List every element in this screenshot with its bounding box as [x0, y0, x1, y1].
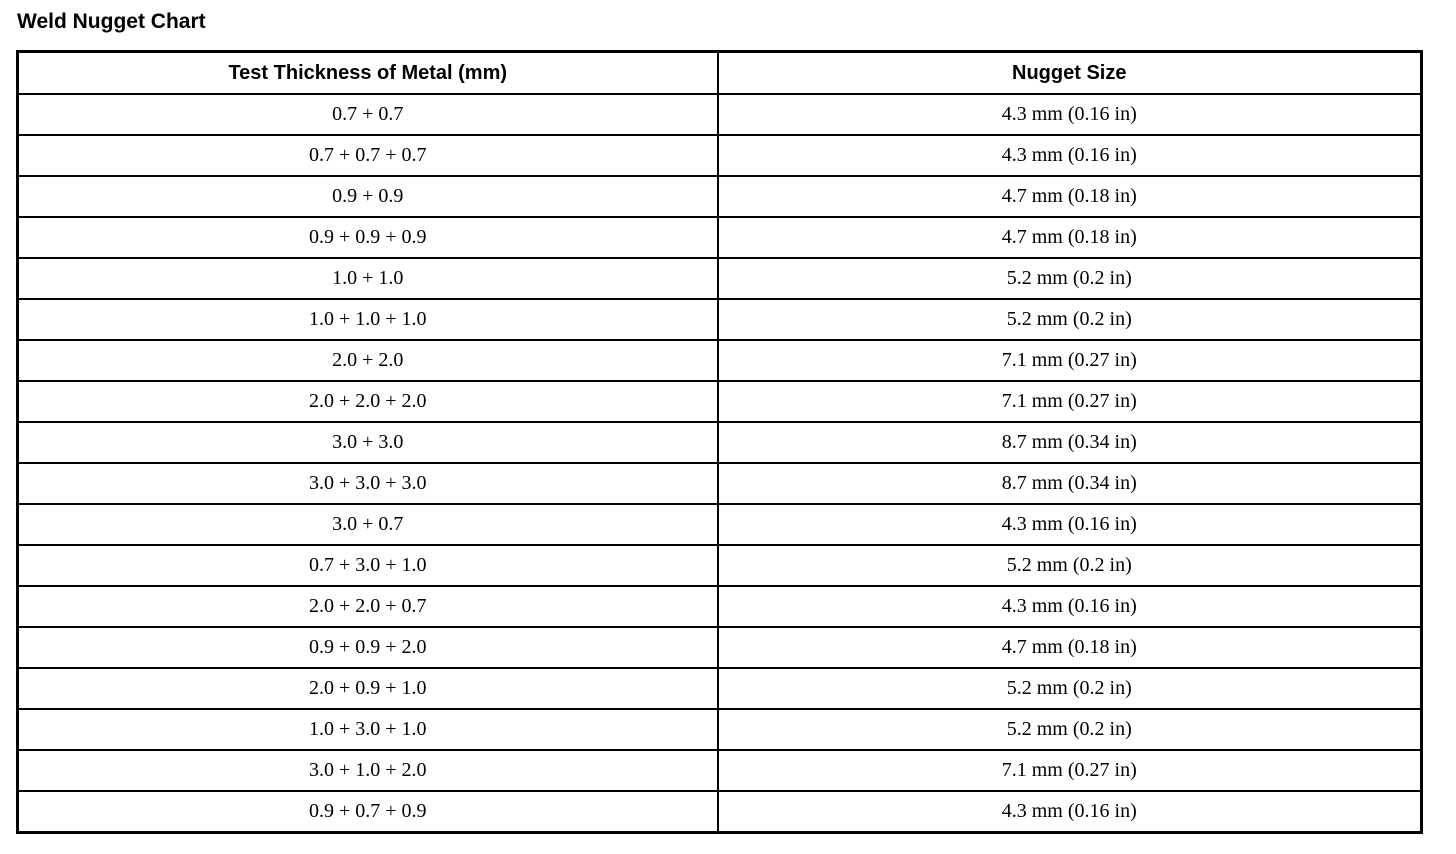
nugget-size-cell: 4.3 mm (0.16 in) [718, 791, 1422, 833]
thickness-cell: 2.0 + 0.9 + 1.0 [18, 668, 718, 709]
table-row [18, 258, 1422, 299]
header-thickness: Test Thickness of Metal (mm) [18, 52, 718, 95]
header-nugget-size: Nugget Size [718, 52, 1422, 95]
table-row [18, 586, 1422, 627]
thickness-cell: 0.7 + 0.7 + 0.7 [18, 135, 718, 176]
table-row [18, 627, 1422, 668]
weld-nugget-table [16, 50, 1423, 834]
nugget-size-cell: 4.3 mm (0.16 in) [718, 135, 1422, 176]
nugget-size-cell: 5.2 mm (0.2 in) [718, 709, 1422, 750]
table-row [18, 791, 1422, 833]
thickness-cell: 3.0 + 0.7 [18, 504, 718, 545]
nugget-size-cell: 5.2 mm (0.2 in) [718, 258, 1422, 299]
table-row [18, 545, 1422, 586]
header-row [18, 52, 1422, 95]
table-row [18, 668, 1422, 709]
table-row [18, 94, 1422, 135]
thickness-cell: 0.9 + 0.9 + 0.9 [18, 217, 718, 258]
table-row [18, 340, 1422, 381]
table-row [18, 750, 1422, 791]
nugget-size-cell: 4.3 mm (0.16 in) [718, 94, 1422, 135]
table-row [18, 709, 1422, 750]
thickness-cell: 0.9 + 0.9 [18, 176, 718, 217]
table-header [18, 52, 1422, 95]
thickness-cell: 3.0 + 3.0 + 3.0 [18, 463, 718, 504]
nugget-size-cell: 4.3 mm (0.16 in) [718, 504, 1422, 545]
page-title: Weld Nugget Chart [17, 10, 206, 33]
nugget-size-cell: 7.1 mm (0.27 in) [718, 750, 1422, 791]
nugget-size-cell: 5.2 mm (0.2 in) [718, 545, 1422, 586]
nugget-size-cell: 4.7 mm (0.18 in) [718, 217, 1422, 258]
table-row [18, 135, 1422, 176]
thickness-cell: 1.0 + 1.0 + 1.0 [18, 299, 718, 340]
thickness-cell: 3.0 + 3.0 [18, 422, 718, 463]
table-row [18, 463, 1422, 504]
nugget-size-cell: 8.7 mm (0.34 in) [718, 422, 1422, 463]
table-row [18, 176, 1422, 217]
thickness-cell: 2.0 + 2.0 [18, 340, 718, 381]
table-row [18, 217, 1422, 258]
nugget-size-cell: 8.7 mm (0.34 in) [718, 463, 1422, 504]
nugget-size-cell: 4.7 mm (0.18 in) [718, 176, 1422, 217]
nugget-size-cell: 5.2 mm (0.2 in) [718, 299, 1422, 340]
table-body [18, 94, 1422, 833]
thickness-cell: 1.0 + 1.0 [18, 258, 718, 299]
nugget-size-cell: 7.1 mm (0.27 in) [718, 340, 1422, 381]
thickness-cell: 0.9 + 0.7 + 0.9 [18, 791, 718, 833]
table-row [18, 381, 1422, 422]
thickness-cell: 0.7 + 3.0 + 1.0 [18, 545, 718, 586]
thickness-cell: 1.0 + 3.0 + 1.0 [18, 709, 718, 750]
nugget-size-cell: 7.1 mm (0.27 in) [718, 381, 1422, 422]
thickness-cell: 3.0 + 1.0 + 2.0 [18, 750, 718, 791]
thickness-cell: 2.0 + 2.0 + 2.0 [18, 381, 718, 422]
thickness-cell: 0.7 + 0.7 [18, 94, 718, 135]
nugget-size-cell: 4.3 mm (0.16 in) [718, 586, 1422, 627]
thickness-cell: 2.0 + 2.0 + 0.7 [18, 586, 718, 627]
nugget-size-cell: 4.7 mm (0.18 in) [718, 627, 1422, 668]
thickness-cell: 0.9 + 0.9 + 2.0 [18, 627, 718, 668]
table-row [18, 504, 1422, 545]
table-row [18, 299, 1422, 340]
nugget-size-cell: 5.2 mm (0.2 in) [718, 668, 1422, 709]
table-row [18, 422, 1422, 463]
